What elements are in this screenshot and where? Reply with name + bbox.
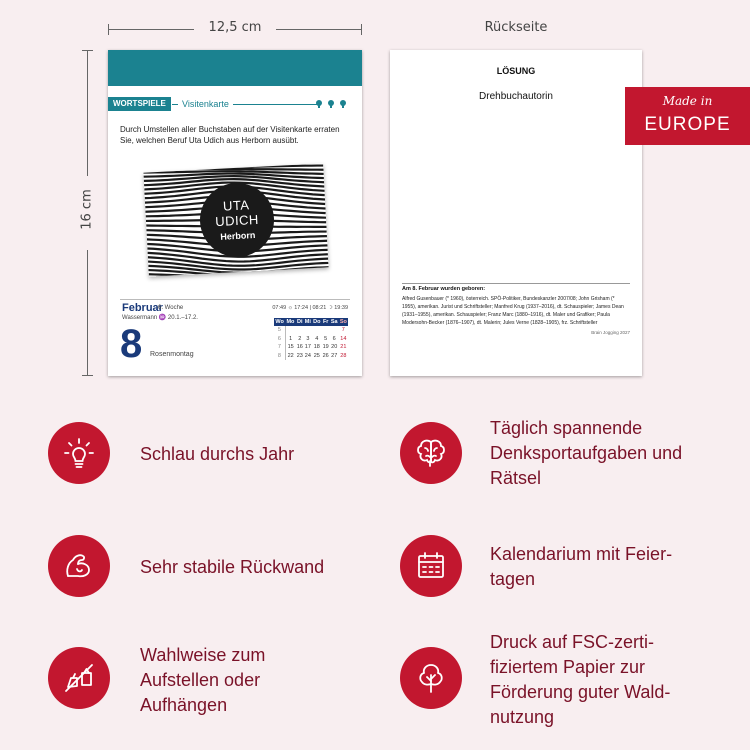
- date-cell: 6: [332, 335, 336, 342]
- date-cell: [285, 326, 296, 335]
- date-cell: 7: [341, 327, 345, 334]
- category-name: Visitenkarte: [178, 97, 233, 111]
- mini-calendar-week: [274, 326, 348, 335]
- difficulty-bulb-icon: [314, 98, 348, 112]
- week-number-cell: 7: [274, 343, 285, 352]
- feature-text: Sehr stabile Rückwand: [140, 557, 325, 577]
- date-cell: 4: [315, 335, 319, 342]
- calendar-month: Februar: [122, 302, 163, 314]
- date-cell: 27: [331, 352, 338, 359]
- mini-calendar-header: So: [339, 319, 347, 325]
- mini-calendar-header: Mo: [286, 319, 295, 325]
- date-cell: 26: [322, 352, 329, 359]
- feature-text: Druck auf FSC-zerti- fiziertem Papier zur Förderung guter Wald- nutzung: [490, 632, 671, 727]
- mini-calendar-header: Wo: [275, 319, 284, 325]
- calendar-icon: [400, 535, 462, 597]
- date-cell: 28: [340, 352, 347, 359]
- date-cell: 22: [287, 352, 294, 359]
- business-card-first-name: UTA: [222, 197, 250, 214]
- date-cell: 14: [340, 335, 347, 342]
- week-number-cell: 5: [274, 326, 285, 335]
- mini-calendar-header: Di: [297, 319, 303, 325]
- mini-calendar-header: Sa: [330, 319, 338, 325]
- lightbulb-icon: [48, 422, 110, 484]
- date-cell: 18: [313, 344, 320, 351]
- date-cell: [296, 326, 304, 335]
- week-number-cell: 6: [274, 335, 285, 344]
- solution-answer: Drehbuchautorin: [479, 91, 553, 102]
- height-dimension: [76, 50, 98, 376]
- height-label: 16 cm: [79, 189, 95, 230]
- date-cell: 25: [313, 352, 320, 359]
- date-cell: 3: [306, 335, 310, 342]
- zodiac-sign: Wassermann ♒ 20.1.–17.2.: [122, 315, 198, 321]
- holiday-name: Rosenmontag: [150, 351, 194, 358]
- born-on-this-day-text: Alfred Gusenbauer (* 1960), österreich. SPÖ-Politiker, Bundeskanzler 2007/08; John Grisham (* 1955), amerikan. Jurist und Schriftsteller; Manfred Krug (1937–2016), dt. Schauspieler; James Dean (1931–1955), amerikan. Schauspieler; Franz Marc (1880–1916), dt. Maler und Grafiker; Paula Modersohn-Becker (1876–1907), dt. Malerin; Jules Verne (1828–1905), frz. Schriftsteller: [402, 296, 624, 326]
- date-cell: [330, 326, 339, 335]
- badge-line2: EUROPE: [644, 114, 731, 135]
- mini-calendar: [274, 318, 348, 360]
- badge-line1: Made in: [662, 94, 713, 108]
- mini-calendar-week: [274, 335, 348, 344]
- back-side-label: Rückseite: [484, 20, 548, 35]
- mini-calendar-header: Fr: [322, 319, 329, 325]
- feature-text: Kalendarium mit Feier- tagen: [490, 544, 673, 589]
- stand-or-hang-icon: [48, 647, 110, 709]
- solution-title: LÖSUNG: [496, 66, 536, 76]
- front-page: [108, 50, 362, 376]
- business-card-image: [143, 163, 328, 276]
- date-cell: 2: [298, 335, 302, 342]
- puzzle-text: Durch Umstellen aller Buchstaben auf der Visitenkarte erraten Sie, welchen Beruf Uta Udich aus Herborn ausübt.: [120, 125, 340, 145]
- mini-calendar-header: Do: [313, 319, 321, 325]
- date-cell: 17: [304, 344, 311, 351]
- teal-header: [108, 50, 362, 86]
- date-cell: [312, 326, 322, 335]
- date-cell: 20: [331, 344, 338, 351]
- date-cell: 23: [296, 352, 303, 359]
- calendar-week: 6. Woche: [158, 305, 184, 311]
- feature-text: Täglich spannende Denksportaufgaben und Rätsel: [490, 418, 683, 488]
- date-cell: 24: [304, 352, 311, 359]
- date-cell: 1: [289, 335, 293, 342]
- date-cell: 16: [296, 344, 303, 351]
- sun-moon-times: 07:49 ☼ 17:24 | 08:21 ☽ 19:39: [272, 305, 348, 311]
- width-label: 12,5 cm: [208, 20, 262, 35]
- business-card-city: Herborn: [220, 230, 256, 242]
- business-card-last-name: UDICH: [214, 211, 260, 230]
- date-cell: [304, 326, 312, 335]
- date-cell: [322, 326, 330, 335]
- brain-icon: [400, 422, 462, 484]
- feature-text: Schlau durchs Jahr: [140, 444, 295, 464]
- mini-calendar-week: [274, 343, 348, 352]
- date-cell: 5: [324, 335, 328, 342]
- made-in-europe-badge: [625, 87, 750, 145]
- strong-arm-icon: [48, 535, 110, 597]
- tree-icon: [400, 647, 462, 709]
- date-cell: 19: [322, 344, 329, 351]
- width-dimension: [108, 18, 362, 40]
- day-number: 8: [120, 322, 143, 366]
- mini-calendar-week: [274, 352, 348, 361]
- back-page: [390, 50, 642, 376]
- born-on-this-day-title: Am 8. Februar wurden geboren:: [402, 286, 486, 292]
- date-cell: 15: [287, 344, 294, 351]
- week-number-cell: 8: [274, 352, 285, 361]
- feature-text: Wahlweise zum Aufstellen oder Aufhängen: [140, 645, 266, 715]
- category-tag: WORTSPIELE: [108, 97, 171, 111]
- category-row: [108, 97, 362, 111]
- date-cell: 21: [340, 344, 347, 351]
- credit-line: Brain Jogging 2027: [591, 330, 630, 335]
- mini-calendar-header: Mi: [304, 319, 311, 325]
